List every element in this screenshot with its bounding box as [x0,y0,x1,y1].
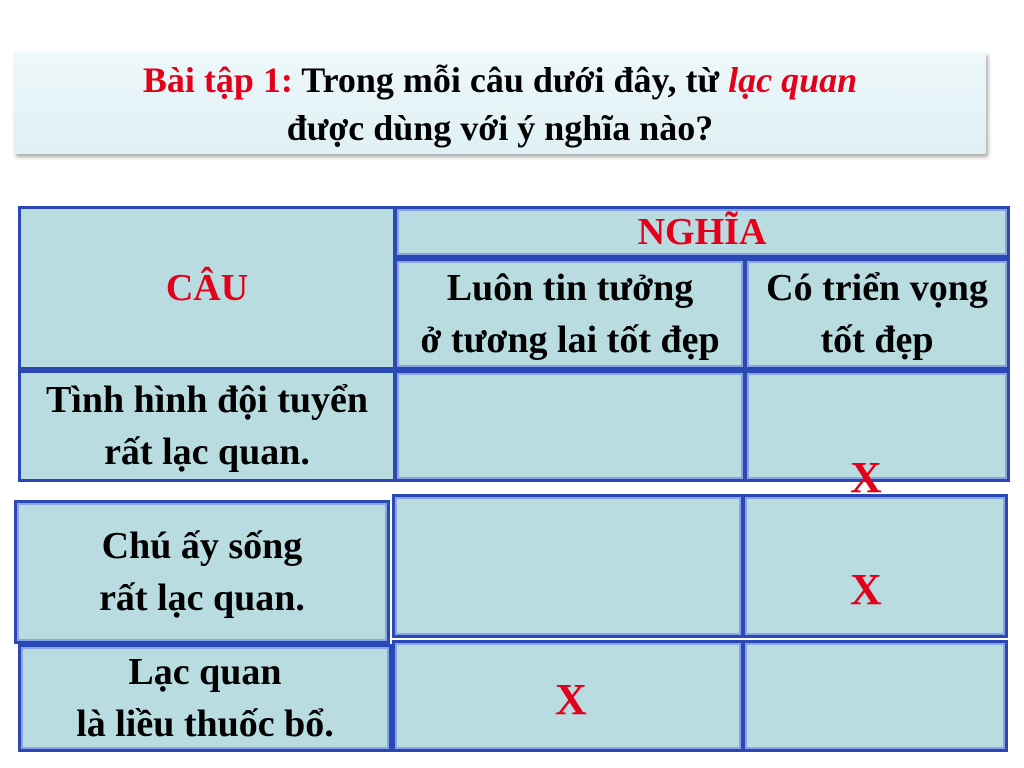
row-1-sentence [46,374,368,478]
row-1-x-mark: X [850,453,882,502]
title-line-1 [14,56,986,104]
row-2-x-mark: X [850,565,882,614]
row-3-meaning-2-cell [742,640,1008,752]
row-3-line-1: Lạc quan [128,651,282,693]
row-3-x-mark: X [555,675,587,724]
row-2-line-1: Chú ấy sống [101,525,303,567]
exercise-title [14,52,986,154]
meaning-2-line-2: tốt đẹp [820,319,934,361]
row-2-sentence-cell [14,500,390,644]
row-1-sentence-cell [18,370,396,482]
row-3-sentence-cell [18,644,392,752]
title-text-before: Trong mỗi câu dưới đây, từ [301,60,720,100]
meaning-1-text [420,262,719,366]
row-3-sentence [76,646,334,750]
meaning-1-cell [394,258,746,370]
title-line-2: được dùng với ý nghĩa nào? [286,108,714,148]
row-2-line-2: rất lạc quan. [99,577,305,619]
header-nghia-cell [394,206,1010,258]
header-cau: CÂU [165,267,249,309]
row-3-line-2: là liều thuốc bổ. [76,703,334,745]
meaning-2-line-1: Có triển vọng [766,267,988,309]
header-cau-cell [18,206,396,370]
meaning-2-text [766,262,988,366]
row-1-line-1: Tình hình đội tuyển [45,379,369,421]
exercise-label: Bài tập 1: [142,60,293,100]
row-2-sentence [99,520,305,624]
meaning-1-line-1: Luôn tin tưởng [446,267,694,309]
title-keyword: lạc quan [728,60,858,100]
meaning-2-cell [744,258,1010,370]
row-1-meaning-1-cell [394,370,746,482]
meaning-1-line-2: ở tương lai tốt đẹp [420,319,720,361]
header-nghia: NGHĨA [637,211,767,253]
row-1-line-2: rất lạc quan. [104,431,310,473]
row-2-meaning-1-cell [392,494,744,638]
